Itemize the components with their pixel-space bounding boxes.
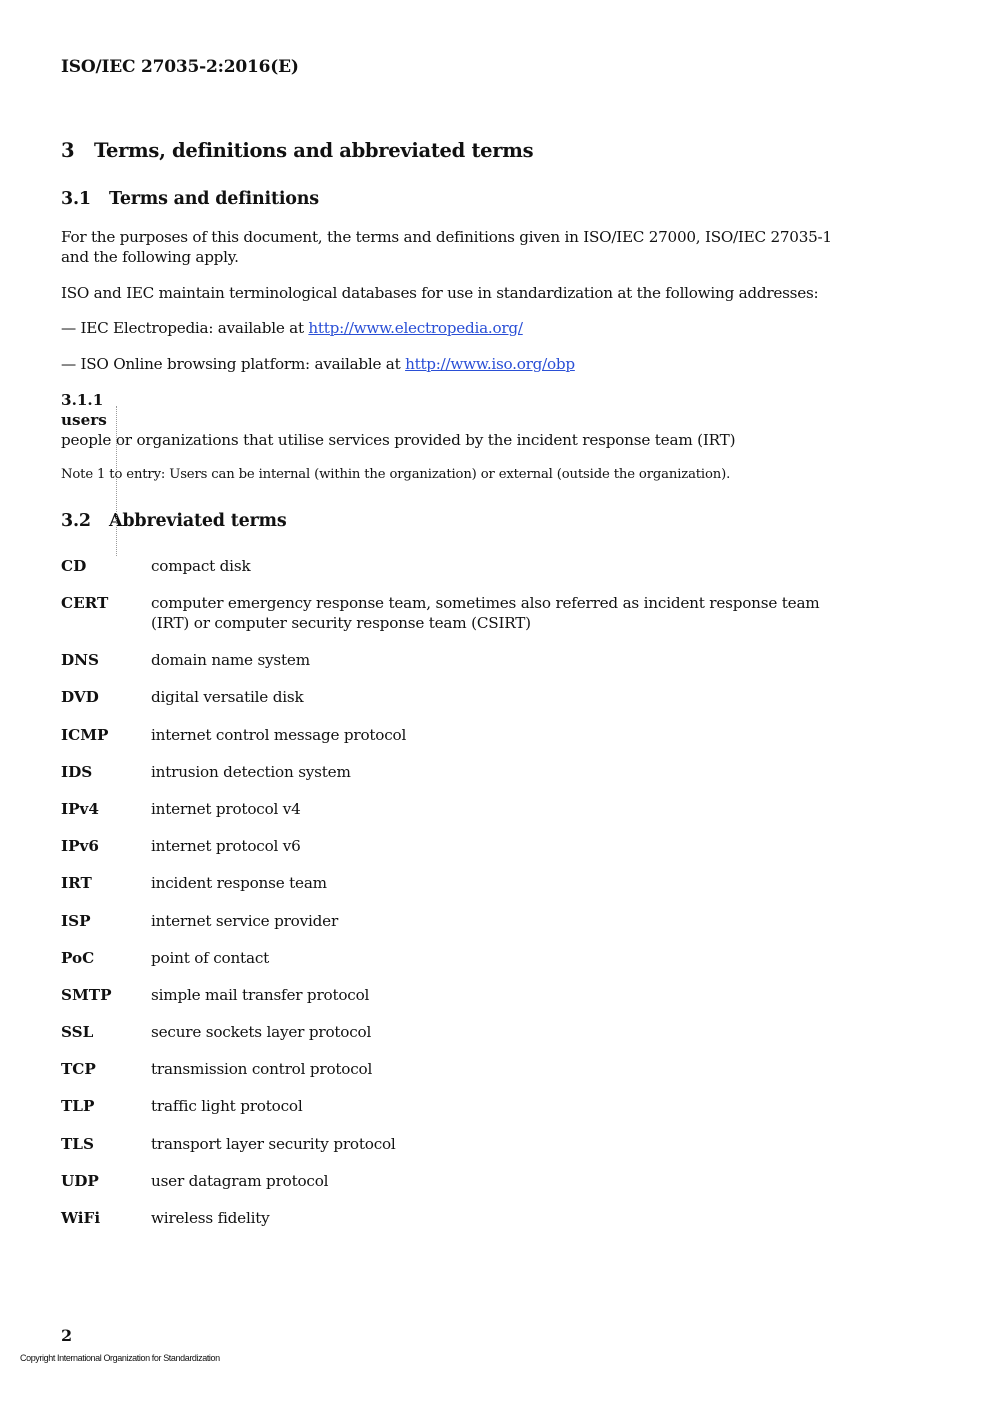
definition-line: internet protocol v4 (151, 800, 301, 818)
obp-item (61, 354, 575, 374)
copyright-notice: Copyright International Organization for Standardization (20, 1353, 220, 1363)
electropedia-link[interactable]: http://www.electropedia.org/ (308, 319, 523, 337)
term-definition: people or organizations that utilise services provided by the incident response team (IRT) (61, 431, 736, 449)
abbreviation-code: IPv4 (61, 800, 99, 818)
definition-line: point of contact (151, 949, 270, 967)
abbreviation-definition (151, 650, 871, 670)
abbreviation-code: WiFi (61, 1209, 101, 1227)
section-number: 3.1 (61, 189, 91, 209)
document-id-header: ISO/IEC 27035-2:2016(E) (61, 57, 299, 77)
definition-line: internet protocol v6 (151, 837, 301, 855)
definition-line: internet service provider (151, 912, 339, 930)
abbreviation-code: UDP (61, 1172, 99, 1190)
abbreviation-code: TCP (61, 1060, 96, 1078)
definition-line: compact disk (151, 557, 251, 575)
abbreviation-code: DVD (61, 688, 99, 706)
intro-line-1: For the purposes of this document, the terms and definitions given in ISO/IEC 27000, ISO/IEC 27035-1 (61, 228, 832, 246)
definition-line: traffic light protocol (151, 1097, 303, 1115)
link-prefix: — IEC Electropedia: available at (61, 319, 309, 337)
section-title: Abbreviated terms (109, 511, 287, 531)
abbreviation-definition (151, 873, 871, 893)
abbreviation-code: PoC (61, 949, 95, 967)
definition-line: digital versatile disk (151, 688, 304, 706)
abbreviation-code: CD (61, 557, 87, 575)
section-3-1-heading (61, 189, 319, 209)
abbreviation-code: TLP (61, 1097, 95, 1115)
abbreviation-code: IDS (61, 763, 93, 781)
iso-obp-link[interactable]: http://www.iso.org/obp (405, 355, 575, 373)
section-number: 3 (61, 139, 75, 162)
abbreviation-definition (151, 1022, 871, 1042)
abbreviation-definition (151, 1096, 871, 1116)
definition-line: transport layer security protocol (151, 1135, 396, 1153)
abbreviation-code: CERT (61, 594, 109, 612)
abbreviation-code: IRT (61, 874, 92, 892)
abbreviation-definition (151, 1208, 871, 1228)
term-name: users (61, 411, 107, 429)
abbreviation-code: ICMP (61, 726, 109, 744)
definition-line: user datagram protocol (151, 1172, 329, 1190)
abbreviation-definition (151, 593, 871, 633)
abbreviation-definition (151, 687, 871, 707)
definition-line: wireless fidelity (151, 1209, 270, 1227)
term-number: 3.1.1 (61, 391, 104, 409)
section-title: Terms and definitions (109, 189, 319, 209)
link-prefix: — ISO Online browsing platform: available at (61, 355, 406, 373)
definition-line: simple mail transfer protocol (151, 986, 370, 1004)
definition-line: transmission control protocol (151, 1060, 373, 1078)
definition-line: secure sockets layer protocol (151, 1023, 372, 1041)
abbreviation-code: SMTP (61, 986, 112, 1004)
definition-line: incident response team (151, 874, 327, 892)
section-number: 3.2 (61, 511, 91, 531)
abbreviation-code: TLS (61, 1135, 94, 1153)
section-3-heading (61, 139, 533, 162)
abbreviation-definition (151, 762, 871, 782)
page-number: 2 (61, 1326, 73, 1345)
definition-line: domain name system (151, 651, 310, 669)
abbreviation-code: IPv6 (61, 837, 99, 855)
abbreviation-definition (151, 556, 871, 576)
abbreviation-code: DNS (61, 651, 100, 669)
abbreviation-code: ISP (61, 912, 91, 930)
abbreviation-definition (151, 911, 871, 931)
abbreviation-definition (151, 985, 871, 1005)
electropedia-item (61, 318, 523, 338)
dotted-guide-line (116, 406, 117, 556)
abbreviation-definition (151, 799, 871, 819)
abbreviation-code: SSL (61, 1023, 94, 1041)
definition-line: (IRT) or computer security response team (CSIRT) (151, 614, 531, 632)
section-3-2-heading (61, 511, 287, 531)
databases-paragraph: ISO and IEC maintain terminological databases for use in standardization at the following addresses: (61, 284, 819, 302)
abbreviation-definition (151, 1171, 871, 1191)
abbreviation-definition (151, 836, 871, 856)
term-note: Note 1 to entry: Users can be internal (within the organization) or external (outside the organization). (61, 467, 731, 482)
abbreviation-definition (151, 948, 871, 968)
intro-line-2: and the following apply. (61, 248, 239, 266)
section-title: Terms, definitions and abbreviated terms (94, 139, 534, 162)
abbreviation-definition (151, 1134, 871, 1154)
abbreviation-definition (151, 725, 871, 745)
abbreviation-definition (151, 1059, 871, 1079)
definition-line: internet control message protocol (151, 726, 407, 744)
definition-line: computer emergency response team, sometimes also referred as incident response team (151, 594, 820, 612)
definition-line: intrusion detection system (151, 763, 351, 781)
